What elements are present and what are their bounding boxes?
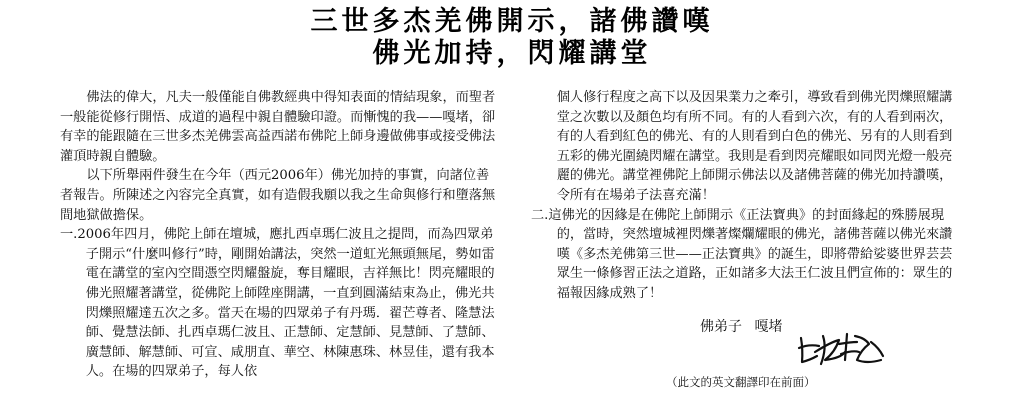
list-text-1: 2006年四月，佛陀上師在壇城，應扎西卓瑪仁波且之提問，而為四眾弟子開示“什麼叫修行”時，剛開始講法，突然一道虹光無頭無尾，勢如雷電在講堂的室內空間憑空閃耀盤旋，奪目耀眼，吉祥無比！閃亮耀眼的佛光照耀著講堂，從佛陀上師陞座開講，一直到圓滿結束為止，佛光共閃爍照耀達五次之多。當天在場的四眾弟子有丹瑪．翟芒尊者、隆慧法師、覺慧法師、扎西卓瑪仁波且、正慧師、定慧師、見慧師、了慧師、廣慧師、解慧師、可宣、咸朋直、華空、林陳惠珠、林昱佳，還有我本人。在場的四眾弟子，每人依 — [77, 227, 495, 380]
list-text-2: 這佛光的因緣是在佛陀上師開示《正法寶典》的封面緣起的殊勝展現的，當時，突然壇城裡閃爍著燦爛耀眼的佛光，諸佛菩薩以佛光來讚嘆《多杰羌佛第三世——正法寶典》的誕生，即將帶給娑婆世界芸芸眾生一條修習正法之道路，正如諸多大法王仁波且們宣佈的：眾生的福報因緣成熟了！ — [548, 207, 953, 301]
list-marker-2: 二. — [531, 207, 549, 223]
list-item-1 — [60, 225, 498, 382]
translation-note: （此文的英文翻譯印在前面） — [666, 375, 816, 389]
paragraph-intro: 佛法的偉大，凡夫一般僅能自佛教經典中得知表面的情結現象，而聖者一般能從修行開悟、成道的過程中親自體驗印證。而慚愧的我——嘎堵，卻有幸的能跟隨在三世多杰羌佛雲高益西諾布佛陀上師身邊做佛事或接受佛法灌頂時親自體驗。 — [60, 90, 496, 164]
title-line-2: 佛光加持，閃耀講堂 — [372, 38, 652, 69]
paragraph-statement: 以下所舉兩件發生在今年（西元2006年）佛光加持的事實，向諸位善者報告。所陳述之內容完全真實，如有造假我願以我之生命與修行和墮落無間地獄做擔保。 — [60, 168, 496, 223]
list-item-1-continued: 個人修行程度之高下以及因果業力之牽引，導致看到佛光閃爍照耀講堂之次數以及顏色均有所不同。有的人看到六次，有的人看到兩次，有的人看到紅色的佛光、有的人則看到白色的佛光、另有的人則看到五彩的佛光圍繞閃耀在講堂。我則是看到閃亮耀眼如同閃光燈一般亮麗的佛光。講堂裡佛陀上師開示佛法以及諸佛菩薩的佛光加持讚嘆，令所有在場弟子法喜充滿！ — [556, 90, 953, 203]
signature-name: 嘎堵 — [754, 319, 783, 335]
handwritten-signature — [795, 330, 890, 370]
signature-line — [700, 316, 790, 336]
list-marker-1: 一. — [60, 227, 78, 243]
list-item-2 — [531, 206, 964, 304]
title-line-1: 三世多杰羌佛開示，諸佛讚嘆 — [310, 6, 714, 37]
signature-role: 佛弟子 — [700, 319, 742, 335]
right-column — [531, 88, 964, 304]
left-column — [60, 88, 498, 382]
